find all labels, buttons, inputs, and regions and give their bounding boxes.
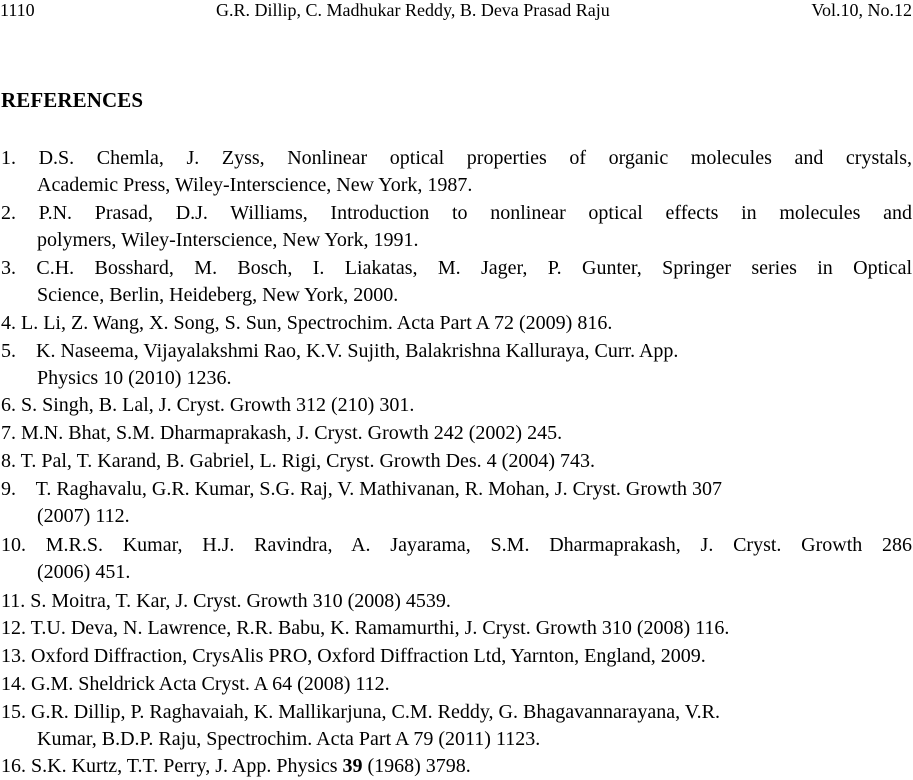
reference-line: 7. M.N. Bhat, S.M. Dharmaprakash, J. Cryst. Growth 242 (2002) 245. bbox=[1, 422, 563, 444]
reference-item bbox=[1, 671, 912, 698]
reference-line: 14. G.M. Sheldrick Acta Cryst. A 64 (2008) 112. bbox=[1, 673, 390, 695]
reference-line: Kumar, B.D.P. Raju, Spectrochim. Acta Part A 79 (2011) 1123. bbox=[37, 728, 541, 750]
reference-line: polymers, Wiley-Interscience, New York, 1991. bbox=[37, 229, 419, 251]
reference-line: 10. M.R.S. Kumar, H.J. Ravindra, A. Jayarama, S.M. Dharmaprakash, J. Cryst. Growth 286 bbox=[1, 534, 912, 556]
reference-line bbox=[1, 753, 912, 780]
reference-text: 16. S.K. Kurtz, T.T. Perry, J. App. Physics bbox=[1, 755, 343, 777]
reference-line: 1. D.S. Chemla, J. Zyss, Nonlinear optical properties of organic molecules and crystals, bbox=[1, 147, 912, 169]
reference-item bbox=[1, 643, 912, 670]
reference-line: Science, Berlin, Heideberg, New York, 2000. bbox=[37, 284, 399, 306]
reference-item bbox=[1, 476, 912, 530]
reference-line: 9. T. Raghavalu, G.R. Kumar, S.G. Raj, V. Mathivanan, R. Mohan, J. Cryst. Growth 307 bbox=[1, 478, 723, 500]
reference-item bbox=[1, 255, 912, 309]
reference-item bbox=[1, 753, 912, 780]
reference-line: 15. G.R. Dillip, P. Raghavaiah, K. Mallikarjuna, C.M. Reddy, G. Bhagavannarayana, V.R. bbox=[1, 701, 720, 723]
reference-line: 12. T.U. Deva, N. Lawrence, R.R. Babu, K. Ramamurthi, J. Cryst. Growth 310 (2008) 116. bbox=[1, 617, 730, 639]
reference-item bbox=[1, 699, 912, 753]
reference-item bbox=[1, 420, 912, 447]
reference-line: 2. P.N. Prasad, D.J. Williams, Introduction to nonlinear optical effects in molecules and bbox=[1, 202, 912, 224]
reference-line: 11. S. Moitra, T. Kar, J. Cryst. Growth 310 (2008) 4539. bbox=[1, 590, 451, 612]
reference-line: 4. L. Li, Z. Wang, X. Song, S. Sun, Spectrochim. Acta Part A 72 (2009) 816. bbox=[1, 312, 613, 334]
reference-line: (2006) 451. bbox=[37, 561, 131, 583]
reference-item bbox=[1, 532, 912, 586]
reference-line: (2007) 112. bbox=[37, 505, 130, 527]
reference-item bbox=[1, 310, 912, 337]
running-header bbox=[0, 0, 913, 26]
reference-item bbox=[1, 588, 912, 615]
reference-text: (1968) 3798. bbox=[362, 755, 471, 777]
reference-item bbox=[1, 200, 912, 254]
header-authors: G.R. Dillip, C. Madhukar Reddy, B. Deva Prasad Raju bbox=[216, 0, 610, 20]
reference-line: 8. T. Pal, T. Karand, B. Gabriel, L. Rigi, Cryst. Growth Des. 4 (2004) 743. bbox=[1, 450, 596, 472]
reference-line: 5. K. Naseema, Vijayalakshmi Rao, K.V. Sujith, Balakrishna Kalluraya, Curr. App. bbox=[1, 340, 679, 362]
section-title: REFERENCES bbox=[1, 88, 144, 112]
reference-item bbox=[1, 145, 912, 199]
reference-line: Academic Press, Wiley-Interscience, New York, 1987. bbox=[37, 174, 473, 196]
reference-line: 3. C.H. Bosshard, M. Bosch, I. Liakatas, M. Jager, P. Gunter, Springer series in Optical bbox=[1, 257, 912, 279]
reference-line: 13. Oxford Diffraction, CrysAlis PRO, Oxford Diffraction Ltd, Yarnton, England, 2009. bbox=[1, 645, 706, 667]
volume-number: 39 bbox=[342, 755, 363, 777]
reference-line: 6. S. Singh, B. Lal, J. Cryst. Growth 312 (210) 301. bbox=[1, 394, 415, 416]
reference-item bbox=[1, 448, 912, 475]
reference-item bbox=[1, 615, 912, 642]
reference-item bbox=[1, 392, 912, 419]
reference-item bbox=[1, 338, 912, 392]
header-volume: Vol.10, No.12 bbox=[811, 0, 912, 20]
page-number: 1110 bbox=[0, 0, 35, 20]
reference-line: Physics 10 (2010) 1236. bbox=[37, 367, 232, 389]
